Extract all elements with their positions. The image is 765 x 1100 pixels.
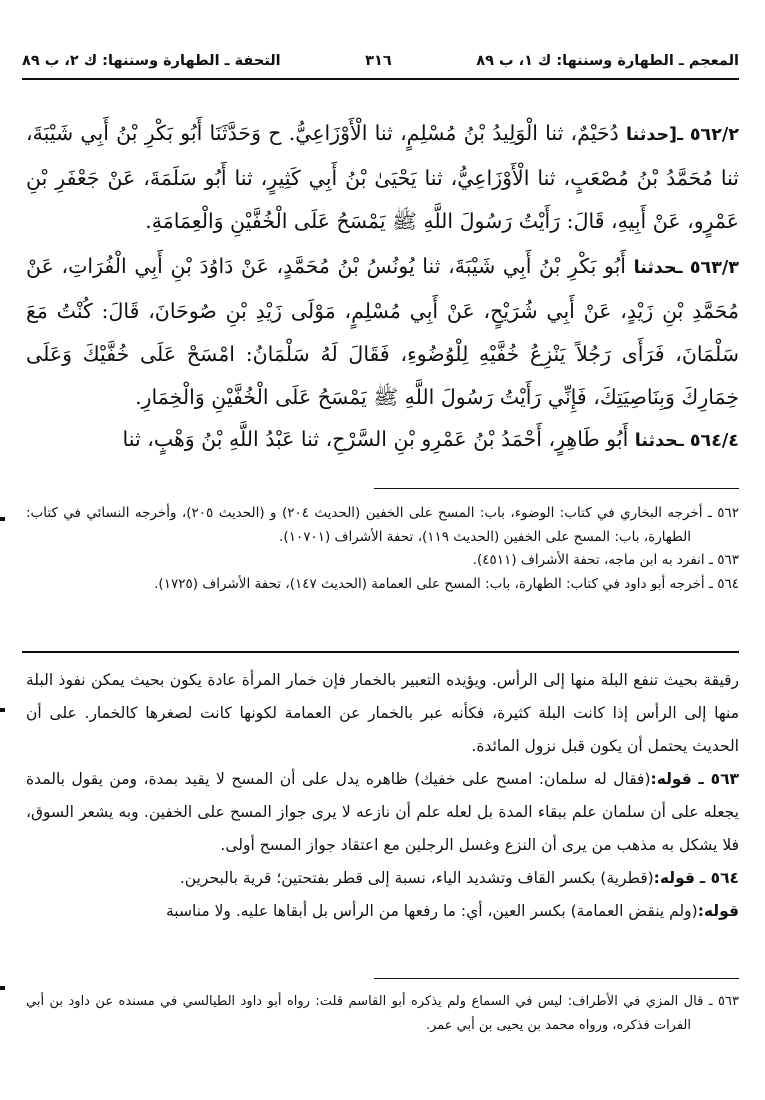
hadith-563 — [26, 245, 739, 419]
header-left-title: التحفة ـ الطهارة وسننها: ك ٢، ب ٨٩ — [22, 53, 281, 69]
commentary-ref: ٥٦٤ ـ — [699, 869, 739, 887]
takhrij-note: ٥٦٢ ـ أخرجه البخاري في كتاب: الوضوء، باب: المسح على الخفين (الحديث ٢٠٤) و (الحديث ٢٠٥)، وأخرجه النسائي في كتاب: الطهارة، باب: المسح على الخفين (الحديث ١١٩)، تحفة الأشراف (١٠٧٠١). — [26, 505, 739, 545]
hadith-ref: ٥٦٢/٢ ـ — [677, 125, 739, 145]
commentary-footnote — [26, 990, 739, 1037]
page-number: ٣١٦ — [365, 53, 392, 69]
margin-mark — [0, 517, 5, 521]
header-rule — [22, 78, 739, 80]
commentary-paragraph — [26, 664, 739, 763]
margin-mark — [0, 986, 5, 990]
commentary — [26, 664, 739, 928]
commentary-text: (فقال له سلمان: امسح على خفيك) ظاهره يدل على أن المسح لا يقيد بمدة، ومن يقول بالمدة يجعله على أن سلمان علم ببقاء المدة بل لعله علم أن نازعه لا يرى جواز المسح على الخفين. وبه يشعر السوق، فلا يشكل به مذهب من يرى أن النزع وغسل الرجلين مع اعتقاد جواز المسح أولى. — [26, 770, 739, 854]
commentary-label: قوله: — [650, 770, 692, 788]
commentary-note-rule — [374, 978, 739, 979]
hadith-lead: [حدثنا — [626, 125, 678, 145]
commentary-paragraph — [26, 862, 739, 895]
hadith-562 — [26, 112, 739, 243]
hadith-ref: ٥٦٣/٣ ـ — [676, 258, 739, 278]
hadith-lead: حدثنا — [633, 258, 677, 278]
commentary-label: قوله: — [653, 869, 695, 887]
running-header — [22, 48, 739, 74]
header-right-title: المعجم ـ الطهارة وسننها: ك ١، ب ٨٩ — [476, 53, 739, 69]
hadith-text: أَبُو بَكْرِ بْنُ أَبِي شَيْبَةَ، ثنا يُونُسُ بْنُ مُحَمَّدٍ، عَنْ دَاوُدَ بْنِ أَبِي الْفُرَاتِ، عَنْ مُحَمَّدِ بْنِ زَيْدٍ، عَنْ أَبِي شُرَيْحٍ، عَنْ أَبِي مُسْلِمٍ، مَوْلَى زَيْدِ بْنِ صُوحَانَ، قَالَ: كُنْتُ مَعَ سَلْمَانَ، فَرَأَى رَجُلاً يَنْزِعُ خُفَّيْهِ لِلْوُضُوءِ، فَقَالَ لَهُ سَلْمَانُ: امْسَحْ عَلَى خُفَّيْكَ وَعَلَى خِمَارِكَ وَبِنَاصِيَتِكَ، فَإِنِّي رَأَيْتُ رَسُولَ اللَّهِ ﷺ يَمْسَحُ عَلَى الْخُفَّيْنِ وَالْخِمَارِ. — [26, 254, 739, 409]
takhrij-footnotes — [26, 502, 739, 596]
commentary-text: (ولم ينقض العمامة) بكسر العين، أي: ما رفعها من الرأس بل أبقاها عليه. ولا مناسبة — [165, 902, 698, 920]
commentary-ref: ٥٦٣ ـ — [698, 770, 739, 788]
hadith-564 — [26, 418, 739, 463]
hadith-ref: ٥٦٤/٤ ـ — [677, 431, 739, 451]
margin-mark — [0, 708, 5, 712]
commentary-text: (قطرية) بكسر القاف وتشديد الياء، نسبة إلى قطر بفتحتين؛ قرية بالبحرين. — [179, 869, 654, 887]
commentary-label: قوله: — [697, 902, 739, 920]
commentary-rule — [22, 651, 739, 653]
commentary-text: رقيقة بحيث تنفع البلة منها إلى الرأس. ويؤيده التعبير بالخمار فإن خمار المرأة عادة يكون بحيث يمكن نفوذ البلة منها إلى الرأس إذا كانت البلة كثيرة، فكأنه عبر بالخمار عن العمامة لكونها كانت لصغرها كالخمار. على أن الحديث يحتمل أن يكون قبل نزول المائدة. — [26, 671, 739, 755]
hadith-lead: حدثنا — [634, 431, 678, 451]
takhrij-note: ٥٦٣ ـ انفرد به ابن ماجه، تحفة الأشراف (٤٥١١). — [472, 552, 739, 568]
commentary-paragraph — [26, 763, 739, 862]
hadith-text: أَبُو طَاهِرٍ، أَحْمَدُ بْنُ عَمْرِو بْنِ السَّرْحِ، ثنا عَبْدُ اللَّهِ بْنُ وَهْبٍ، ثنا — [122, 427, 635, 451]
commentary-footnote-text: ٥٦٣ ـ قال المزي في الأطراف: ليس في السماع ولم يذكره أبو القاسم قلت: رواه أبو داود الطيالسي في مسنده عن داود بن أبي الفرات فذكره، ورواه محمد بن يحيى بن أبي عمر. — [26, 994, 739, 1033]
commentary-paragraph — [26, 895, 739, 928]
hadith-text: دُحَيْمٌ، ثنا الْوَلِيدُ بْنُ مُسْلِمٍ، ثنا الْأَوْزَاعِيُّ. ح وَحَدَّثَنَا أَبُو بَكْرِ بْنُ أَبِي شَيْبَةَ، ثنا مُحَمَّدُ بْنُ مُصْعَبٍ، ثنا الْأَوْزَاعِيُّ، ثنا يَحْيَىٰ بْنُ أَبِي كَثِيرٍ، ثنا أَبُو سَلَمَةَ، عَنْ جَعْفَرِ بْنِ عَمْرٍو، عَنْ أَبِيهِ، قَالَ: رَأَيْتُ رَسُولَ اللَّهِ ﷺ يَمْسَحُ عَلَى الْخُفَّيْنِ وَالْعِمَامَةِ. — [26, 121, 739, 233]
takhrij-note: ٥٦٤ ـ أخرجه أبو داود في كتاب: الطهارة، باب: المسح على العمامة (الحديث ١٤٧)، تحفة الأشراف (١٧٢٥). — [154, 575, 739, 592]
takhrij-rule — [374, 488, 739, 489]
